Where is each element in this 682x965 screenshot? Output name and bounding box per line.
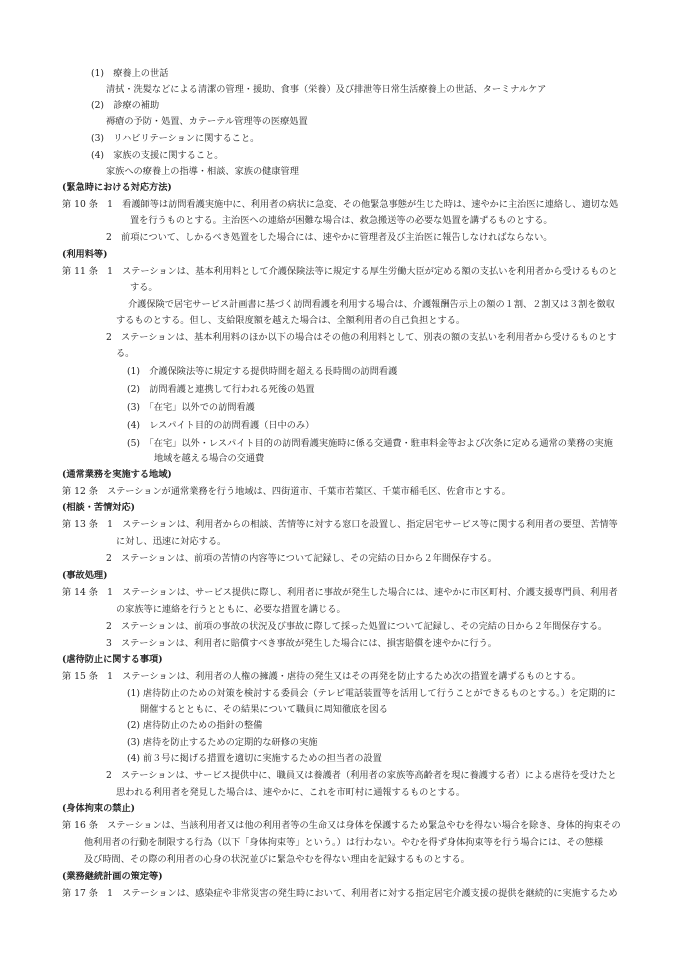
article-text: 第 10 条 1 看護師等は訪問看護実施中に、利用者の病状に急変、その他緊急事態が生じた時は、速やかに主治医に連絡し、適切な処 <box>62 199 619 210</box>
article-text: る。 <box>116 348 135 359</box>
article-text: 第 12 条 ステーションが通常業務を行う地域は、四街道市、千葉市若葉区、千葉市稲毛区、佐倉市とする。 <box>62 486 511 497</box>
article-text: 置を行うものとする。主治医への連絡が困難な場合は、救急搬送等の必要な処置を講ずるものとする。 <box>130 215 553 226</box>
section-heading: (業務継続計画の策定等) <box>62 871 163 882</box>
item-heading: (3) リハビリテーションに関すること。 <box>91 133 260 144</box>
list-item: 開催するとともに、その結果について職員に周知徹底を図る <box>140 704 388 715</box>
article-text: 2 ステーションは、前項の事故の状況及び事故に際して採った処置について記録し、その完結の日から２年間保存する。 <box>106 621 608 632</box>
article-text: 2 ステーションは、基本利用料のほか以下の場合はその他の利用料として、別表の額の支払いを利用者から受けるものとす <box>106 332 617 343</box>
article-text: 2 ステーションは、前項の苦情の内容等について記録し、その完結の日から２年間保存する。 <box>106 553 497 564</box>
section-heading: (利用料等) <box>62 249 108 260</box>
item-text: 褥瘡の予防・処置、カテーテル管理等の医療処置 <box>106 116 308 127</box>
article-text: 第 14 条 1 ステーションは、サービス提供に際し、利用者に事故が発生した場合には、速やかに市区町村、介護支援専門員、利用者 <box>62 587 618 598</box>
section-heading: (通常業務を実施する地域) <box>62 469 172 480</box>
section-heading: (虐待防止に関する事項) <box>62 654 163 665</box>
section-heading: (相談・苦情対応) <box>62 502 136 513</box>
item-heading: (2) 診療の補助 <box>91 100 160 111</box>
item-heading: (4) 家族の支援に関すること。 <box>91 150 224 161</box>
article-text: の家族等に連絡を行うとともに、必要な措置を講じる。 <box>116 604 346 615</box>
list-item: (5) 「在宅」以外・レスパイト目的の訪問看護実施時に係る交通費・駐車料金等および次条に定める通常の業務の実施 <box>127 438 613 449</box>
section-heading: (緊急時における対応方法) <box>62 182 172 193</box>
item-text: 家族への療養上の指導・相談、家族の健康管理 <box>106 166 299 177</box>
article-text: 介護保険で居宅サービス計画書に基づく訪問看護を利用する場合は、介護報酬告示上の額の１割、２割又は３割を徴収 <box>128 299 615 310</box>
item-text: 清拭・洗髪などによる清潔の管理・援助、食事（栄養）及び排泄等日常生活療養上の世話、ターミナルケア <box>106 84 547 95</box>
list-item: (2) 訪問看護と連携して行われる死後の処置 <box>127 384 315 395</box>
article-text: 2 前項について、しかるべき処置をした場合には、速やかに管理者及び主治医に報告しなければならない。 <box>106 232 553 243</box>
article-text: 第 15 条 1 ステーションは、利用者の人権の擁護・虐待の発生又はその再発を防止するため次の措置を講ずるものとする。 <box>62 671 581 682</box>
section-heading: (身体拘束の禁止) <box>62 803 136 814</box>
article-text: 2 ステーションは、サービス提供中に、職員又は養護者（利用者の家族等高齢者を現に養護する者）による虐待を受けたと <box>106 770 617 781</box>
article-text: 3 ステーションは、利用者に賠償すべき事故が発生した場合には、損害賠償を速やかに行う。 <box>106 638 497 649</box>
article-text: 及び時間、その際の利用者の心身の状況並びに緊急やむを得ない理由を記録するものとする。 <box>84 854 470 865</box>
article-text: に対し、迅速に対応する。 <box>116 536 227 547</box>
list-item: (4) 前３号に掲げる措置を適切に実施するための担当者の設置 <box>127 753 382 764</box>
article-text: 第 16 条 ステーションは、当該利用者又は他の利用者等の生命又は身体を保護するため緊急やむを得ない場合を除き、身体的拘束その <box>62 820 621 831</box>
article-text: するものとする。但し、支給限度額を越えた場合は、全額利用者の自己負担とする。 <box>116 315 466 326</box>
list-item: (3) 「在宅」以外での訪問看護 <box>127 402 255 413</box>
article-text: 思われる利用者を発見した場合は、速やかに、これを市町村に通報するものとする。 <box>116 787 466 798</box>
section-heading: (事故処理) <box>62 570 108 581</box>
article-text: 他利用者の行動を制限する行為（以下「身体拘束等」という。）は行わない。やむを得ず身体拘束等を行う場合には、その態様 <box>84 837 604 848</box>
article-text: 第 11 条 1 ステーションは、基本利用料として介護保険法等に規定する厚生労働大臣が定める額の支払いを利用者から受けるものと <box>62 266 618 277</box>
list-item: (1) 介護保険法等に規定する提供時間を超える長時間の訪問看護 <box>127 366 398 377</box>
article-text: する。 <box>130 282 158 293</box>
article-text: 第 13 条 1 ステーションは、利用者からの相談、苦情等に対する窓口を設置し、指定居宅サービス等に関する利用者の要望、苦情等 <box>62 519 618 530</box>
list-item: 地域を越える場合の交通費 <box>154 453 265 464</box>
list-item: (1) 虐待防止のための対策を検討する委員会（テレビ電話装置等を活用して行うことができるものとする。）を定期的に <box>127 688 616 699</box>
list-item: (2) 虐待防止のための指針の整備 <box>127 720 263 731</box>
item-heading: (1) 療養上の世話 <box>91 68 169 79</box>
article-text: 第 17 条 1 ステーションは、感染症や非常災害の発生時において、利用者に対する指定居宅介護支援の提供を継続的に実施するため <box>62 888 618 899</box>
list-item: (3) 虐待を防止するための定期的な研修の実施 <box>127 737 318 748</box>
list-item: (4) レスパイト目的の訪問看護（日中のみ） <box>127 420 315 431</box>
